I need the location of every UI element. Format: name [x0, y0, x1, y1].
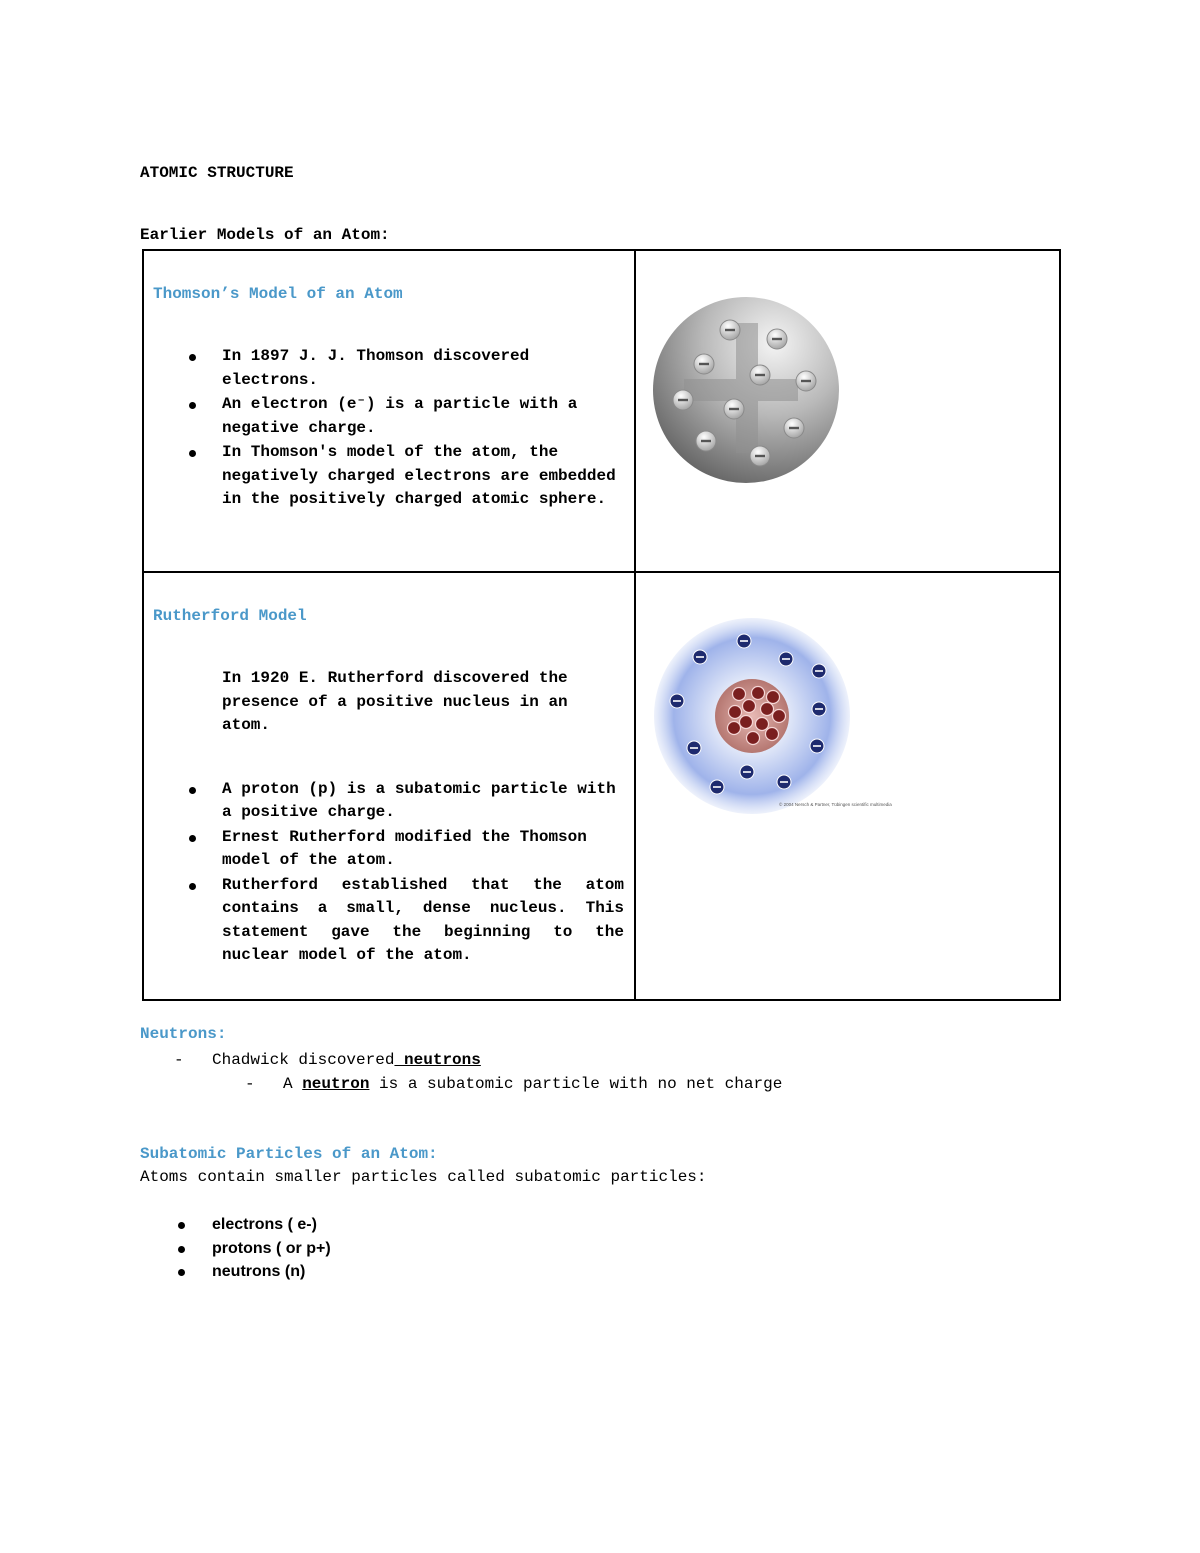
thomson-text-cell — [143, 250, 635, 572]
list-item: In 1897 J. J. Thomson discovered electrons. — [153, 345, 624, 392]
neutrons-line-1-text: Chadwick discovered — [212, 1051, 395, 1069]
neutrons-line-2-prefix: A — [283, 1075, 303, 1093]
list-item: In Thomson's model of the atom, the negatively charged electrons are embedded in the positively charged atomic sphere. — [153, 441, 624, 512]
list-item: neutrons (n) — [140, 1260, 331, 1284]
list-item: Ernest Rutherford modified the Thomson model of the atom. — [153, 826, 624, 873]
particle-list — [140, 1213, 331, 1284]
document-title: ATOMIC STRUCTURE — [140, 164, 294, 182]
thomson-image-cell — [635, 250, 1060, 572]
rutherford-row — [143, 572, 1060, 1000]
neutrons-line-2 — [245, 1075, 782, 1093]
thomson-plum-pudding-illustration — [636, 251, 1059, 571]
rutherford-nuclear-atom-illustration — [636, 573, 1059, 823]
dash-marker: - — [174, 1051, 184, 1069]
list-item: An electron (e⁻) is a particle with a negative charge. — [153, 393, 624, 440]
thomson-bullet-list — [153, 345, 624, 512]
neutron-keyword: neutron — [302, 1075, 370, 1093]
rutherford-heading: Rutherford Model — [153, 607, 307, 625]
rutherford-text-cell — [143, 572, 635, 1000]
dash-marker: - — [245, 1075, 255, 1093]
section-heading: Earlier Models of an Atom: — [140, 226, 390, 244]
thomson-heading: Thomson’s Model of an Atom — [153, 285, 403, 303]
list-item: electrons ( e-) — [140, 1213, 331, 1237]
subatomic-heading: Subatomic Particles of an Atom: — [140, 1145, 438, 1163]
thomson-row — [143, 250, 1060, 572]
rutherford-bullet-list — [153, 778, 624, 968]
rutherford-image-cell — [635, 572, 1060, 1000]
subatomic-description: Atoms contain smaller particles called subatomic particles: — [140, 1168, 707, 1186]
list-item: A proton (p) is a subatomic particle with a positive charge. — [153, 778, 624, 825]
neutrons-heading: Neutrons: — [140, 1025, 227, 1043]
list-item: protons ( or p+) — [140, 1237, 331, 1261]
neutrons-line-1 — [174, 1051, 481, 1069]
neutrons-keyword: neutrons — [394, 1051, 481, 1069]
neutrons-line-2-suffix: is a subatomic particle with no net charge — [369, 1075, 783, 1093]
list-item: Rutherford established that the atom contains a small, dense nucleus. This statement gave the beginning to the nuclear model of the atom. — [153, 874, 624, 968]
atom-models-table — [142, 249, 1061, 1001]
rutherford-intro: In 1920 E. Rutherford discovered the presence of a positive nucleus in an atom. — [222, 669, 568, 734]
image-credit: © 2004 Nersch & Partner, Tübingen scientific multimedia — [779, 802, 892, 807]
